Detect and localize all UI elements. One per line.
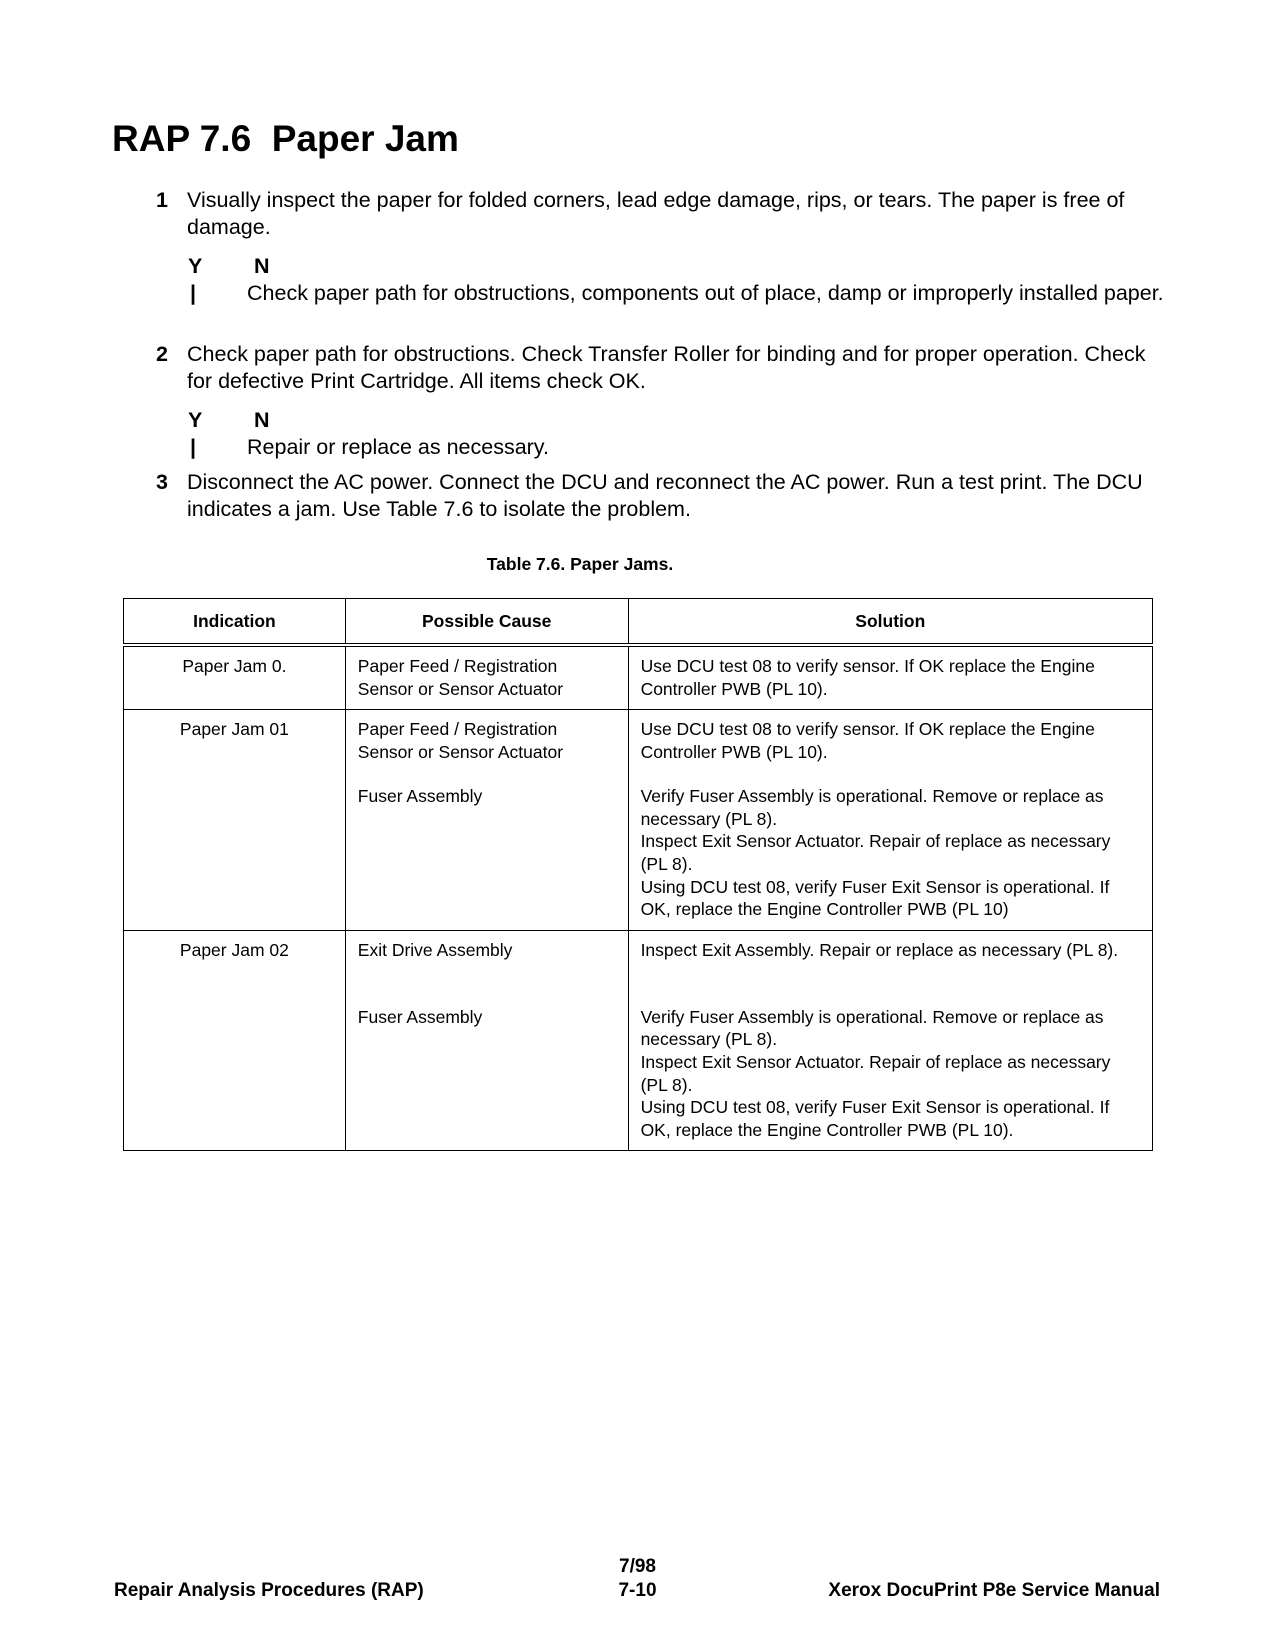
- no-branch: [190, 434, 1170, 461]
- solution-text: Use DCU test 08 to verify sensor. If OK replace the Engine Controller PWB (PL 10).: [640, 719, 1095, 762]
- table-caption: Table 7.6. Paper Jams.: [486, 554, 674, 574]
- yes-label: Y: [188, 408, 203, 432]
- footer-manual-title: Xerox DocuPrint P8e Service Manual: [828, 1580, 1160, 1601]
- cause-text: Paper Feed / Registration Sensor or Sensor Actuator: [357, 719, 564, 762]
- step-3: [156, 469, 1166, 523]
- solution-cell: [628, 645, 1152, 710]
- table-header-row: [124, 599, 1153, 646]
- no-action-text: Check paper path for obstructions, components out of place, damp or improperly installed paper.: [247, 281, 1164, 305]
- solution-text: Use DCU test 08 to verify sensor. If OK replace the Engine Controller PWB (PL 10).: [640, 656, 1095, 699]
- page-title: RAP 7.6 Paper Jam: [112, 118, 459, 159]
- column-header: Solution: [628, 599, 1152, 646]
- step-text: Disconnect the AC power. Connect the DCU and reconnect the AC power. Run a test print. The DCU indicates a jam. Use Table 7.6 to isolate the problem.: [187, 470, 1143, 521]
- indication-cell: Paper Jam 01: [124, 710, 346, 931]
- cause-cell: [345, 930, 628, 1151]
- cause-text: Paper Feed / Registration Sensor or Sensor Actuator: [357, 656, 564, 699]
- solution-cell: [628, 930, 1152, 1151]
- yes-path-bar: |: [190, 281, 197, 305]
- solution-text: Inspect Exit Assembly. Repair or replace as necessary (PL 8).: [640, 939, 1119, 960]
- yes-label: Y: [188, 254, 203, 278]
- solution-text: Verify Fuser Assembly is operational. Remove or replace as necessary (PL 8). Inspect Exit Sensor Actuator. Repair of replace as necessary (PL 8). Using DCU test 08, verify Fuser Exit Sensor is operational. If OK, replace the Engine Controller PWB (PL 10).: [640, 1006, 1111, 1140]
- no-label: N: [254, 254, 270, 278]
- step-text: Check paper path for obstructions. Check Transfer Roller for binding and for proper operation. Check for defective Print Cartridge. All items check OK.: [187, 342, 1146, 393]
- cause-text: Exit Drive Assembly: [357, 939, 513, 960]
- footer-page-number: 7-10: [618, 1580, 657, 1601]
- step-1: [156, 187, 1166, 241]
- step-2: [156, 341, 1166, 395]
- cause-text: Fuser Assembly: [357, 1006, 483, 1027]
- indication-cell: Paper Jam 0.: [124, 645, 346, 710]
- step-number: 3: [156, 470, 168, 494]
- no-label: N: [254, 408, 270, 432]
- cause-text: Fuser Assembly: [357, 786, 483, 807]
- footer-date: 7/98: [619, 1556, 656, 1577]
- solution-cell: [628, 710, 1152, 931]
- solution-text: Verify Fuser Assembly is operational. Remove or replace as necessary (PL 8). Inspect Exit Sensor Actuator. Repair of replace as necessary (PL 8). Using DCU test 08, verify Fuser Exit Sensor is operational. If OK, replace the Engine Controller PWB (PL 10): [640, 786, 1111, 920]
- table-row: [124, 930, 1153, 1151]
- column-header: Possible Cause: [345, 599, 628, 646]
- cause-cell: [345, 710, 628, 931]
- paper-jam-table: [123, 598, 1153, 1151]
- no-action-text: Repair or replace as necessary.: [247, 435, 549, 459]
- cause-cell: [345, 645, 628, 710]
- yes-path-bar: |: [190, 435, 197, 459]
- footer-section-title: Repair Analysis Procedures (RAP): [114, 1580, 424, 1601]
- indication-cell: Paper Jam 02: [124, 930, 346, 1151]
- table-row: [124, 645, 1153, 710]
- step-text: Visually inspect the paper for folded corners, lead edge damage, rips, or tears. The paper is free of damage.: [187, 188, 1125, 239]
- step-number: 1: [156, 188, 168, 212]
- step-number: 2: [156, 342, 168, 366]
- no-branch: [190, 280, 1170, 307]
- table-row: [124, 710, 1153, 931]
- column-header: Indication: [124, 599, 346, 646]
